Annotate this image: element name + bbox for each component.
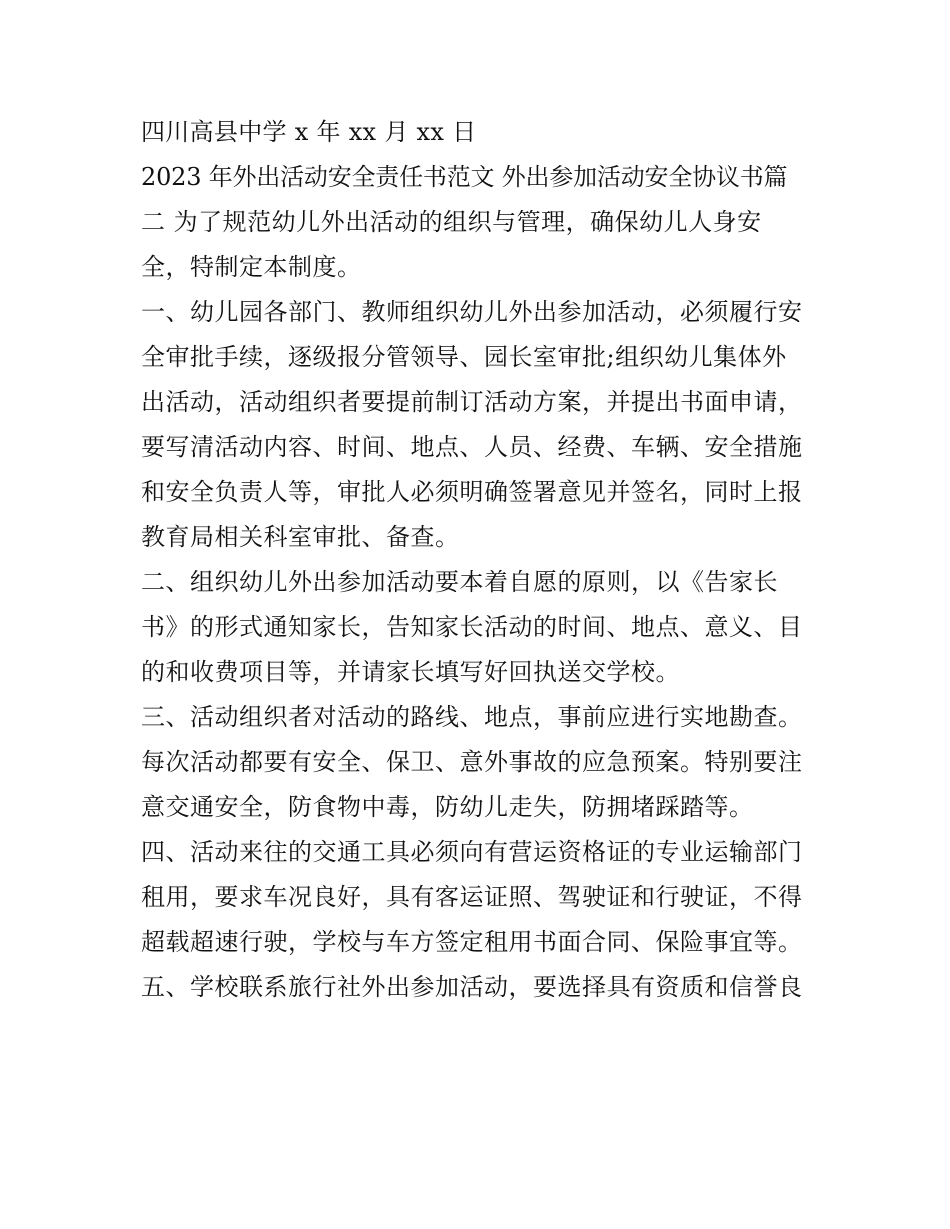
title-line: 2023 年外出活动安全责任书范文 外出参加活动安全协议书篇 [141,163,788,191]
text-line: 的和收费项目等，并请家长填写好回执送交学校。 [141,658,680,686]
text-line: 意交通安全，防食物中毒，防幼儿走失，防拥堵踩踏等。 [141,793,754,821]
text-line: 和安全负责人等，审批人必须明确签署意见并签名，同时上报 [141,478,803,506]
text-line: 教育局相关科室审批、备查。 [141,523,460,551]
document-body [141,110,821,1010]
date-line: 四川高县中学 x 年 xx 月 xx 日 [141,118,477,146]
text-line: 每次活动都要有安全、保卫、意外事故的应急预案。特别要注 [141,748,803,776]
text-line: 三、活动组织者对活动的路线、地点，事前应进行实地勘查。 [141,703,803,731]
text-line: 超载超速行驶，学校与车方签定租用书面合同、保险事宜等。 [141,928,803,956]
text-line: 五、学校联系旅行社外出参加活动，要选择具有资质和信誉良 [141,973,803,1001]
text-line: 二 为了规范幼儿外出活动的组织与管理，确保幼儿人身安 [141,208,762,236]
text-line: 出活动，活动组织者要提前制订活动方案，并提出书面申请， [141,388,803,416]
text-line: 全，特制定本制度。 [141,253,362,281]
text-line: 要写清活动内容、时间、地点、人员、经费、车辆、安全措施 [141,433,803,461]
text-line: 书》的形式通知家长，告知家长活动的时间、地点、意义、目 [141,613,803,641]
text-line: 四、活动来往的交通工具必须向有营运资格证的专业运输部门 [141,838,803,866]
text-line: 租用，要求车况良好，具有客运证照、驾驶证和行驶证，不得 [141,883,803,911]
text-line: 二、组织幼儿外出参加活动要本着自愿的原则，以《告家长 [141,568,778,596]
text-line: 一、幼儿园各部门、教师组织幼儿外出参加活动，必须履行安 [141,298,803,326]
text-line: 全审批手续，逐级报分管领导、园长室审批;组织幼儿集体外 [141,343,787,371]
